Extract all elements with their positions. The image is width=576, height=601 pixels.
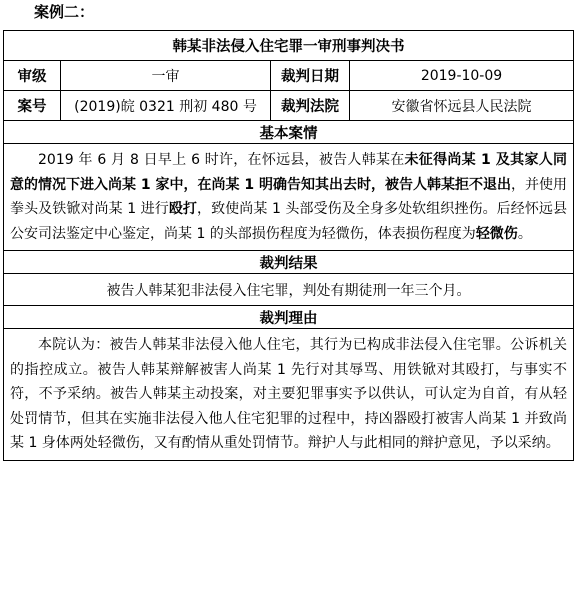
judgment-title: 韩某非法侵入住宅罪一审刑事判决书 [4,31,574,61]
court-value: 安徽省怀远县人民法院 [350,91,574,121]
date-value: 2019-10-09 [350,61,574,91]
result-header: 裁判结果 [4,251,574,274]
reason-body [4,329,574,461]
facts-paragraph [10,148,567,246]
result-text: 被告人韩某犯非法侵入住宅罪，判处有期徒刑一年三个月。 [4,274,574,306]
reason-paragraph: 本院认为：被告人韩某非法侵入他人住宅，其行为已构成非法侵入住宅罪。公诉机关的指控成立。被告人韩某辩解被害人尚某 1 先行对其辱骂、用铁锨对其殴打，与事实不符，不予采纳。被告人韩某主动投案，对主要犯罪事实予以供认，可认定为自首，有从轻处罚情节，但其在实施非法侵入他人住宅犯罪的过程中，持凶器殴打被害人尚某 1 并致尚某 1 身体两处轻微伤，又有酌情从重处罚情节。辩护人与此相同的辩护意见，予以采纳。 [10,337,567,451]
facts-header: 基本案情 [4,121,574,144]
case-heading: 案例二： [34,3,95,21]
case-number-label: 案号 [4,91,61,121]
judgment-table [3,30,574,461]
case-number-value: (2019)皖 0321 刑初 480 号 [61,91,271,121]
date-label: 裁判日期 [271,61,350,91]
court-label: 裁判法院 [271,91,350,121]
facts-bold-3: 轻微伤 [475,225,518,242]
facts-text-1: 2019 年 6 月 8 日早上 6 时许，在怀远县，被告人韩某在 [38,152,405,168]
level-value: 一审 [61,61,271,91]
facts-text-3: ，致使尚某 1 头部受伤及全身多处软组织挫伤。后经怀远县公安司法鉴定中心鉴定，尚某 1 的头部损伤程度为轻微伤，体表损伤程度为 [10,201,567,242]
facts-text-2: ，并使用拳头及铁锨对尚某 1 进行 [10,176,568,217]
level-label: 审级 [4,61,61,91]
facts-text-4: 。 [517,225,532,242]
facts-bold-1: 未征得尚某 1 及其家人同意的情况下进入尚某 1 家中，在尚某 1 明确告知其出去时，被告人韩某拒不退出 [10,152,567,193]
facts-bold-2: 殴打 [168,201,197,217]
facts-body [4,144,574,251]
reason-header: 裁判理由 [4,306,574,329]
